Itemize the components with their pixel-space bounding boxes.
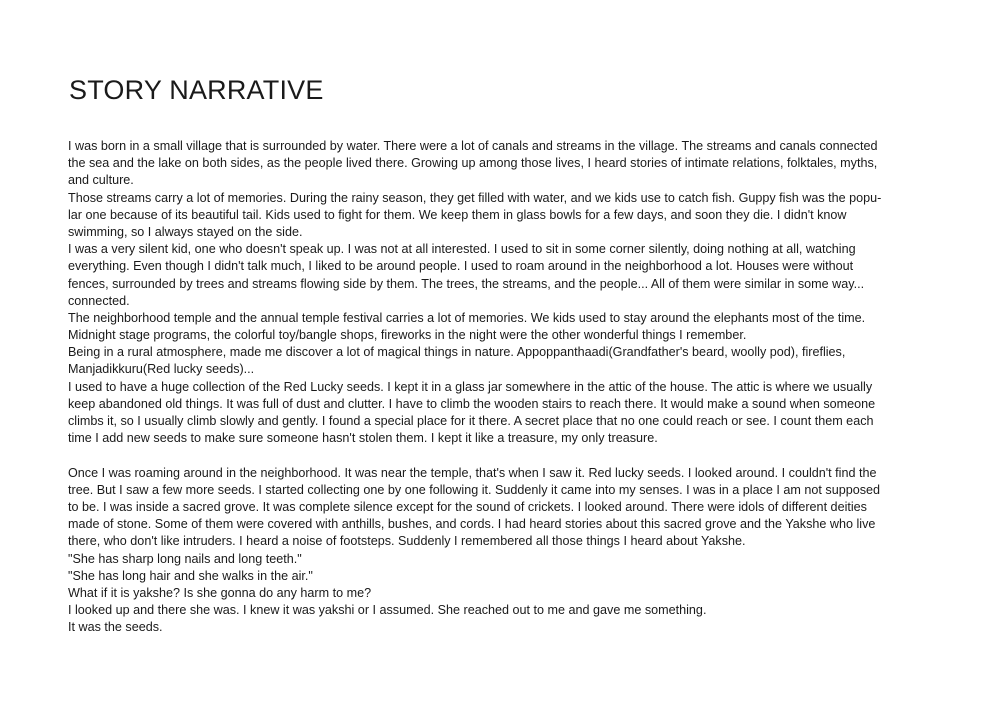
story-paragraph (68, 465, 936, 551)
paragraph-line: I used to have a huge collection of the Red Lucky seeds. I kept it in a glass jar somewhere in the attic of the house. The attic is where we usually (68, 379, 873, 394)
paragraph-line: connected. (68, 293, 130, 308)
paragraph-line: I looked up and there she was. I knew it was yakshi or I assumed. She reached out to me and gave me something. (68, 603, 707, 618)
paragraph-line: the sea and the lake on both sides, as the people lived there. Growing up among those lives, I heard stories of intimate relations, folktales, myths, (68, 156, 878, 171)
paragraph-line: Being in a rural atmosphere, made me discover a lot of magical things in nature. Appoppanthaadi(Grandfather's beard, woolly pod), fireflies, (68, 345, 846, 360)
paragraph-line: time I add new seeds to make sure someone hasn't stolen them. I kept it like a treasure, my only treasure. (68, 431, 658, 446)
paragraph-line: "She has long hair and she walks in the air." (68, 568, 313, 583)
paragraph-line: keep abandoned old things. It was full of dust and clutter. I have to climb the wooden stairs to reach there. It would make a sound when someone (68, 396, 876, 411)
story-paragraph (68, 551, 936, 568)
paragraph-line: everything. Even though I didn't talk much, I liked to be around people. I used to roam around in the neighborhood a lot. Houses were without (68, 259, 854, 274)
story-paragraph (68, 568, 936, 585)
paragraph-line: It was the seeds. (68, 620, 163, 635)
paragraph-line: The neighborhood temple and the annual temple festival carries a lot of memories. We kids used to stay around the elephants most of the time. (68, 310, 866, 325)
story-paragraph (68, 585, 936, 602)
paragraph-spacer (68, 447, 936, 464)
paragraph-line: What if it is yakshe? Is she gonna do any harm to me? (68, 585, 372, 600)
paragraph-line: lar one because of its beautiful tail. Kids used to fight for them. We keep them in glass bowls for a few days, and soon they die. I didn't know (68, 207, 847, 222)
paragraph-line: Once I was roaming around in the neighborhood. It was near the temple, that's when I saw it. Red lucky seeds. I looked around. I couldn't find the (68, 465, 877, 480)
paragraph-line: swimming, so I always stayed on the side. (68, 224, 303, 239)
paragraph-line: to be. I was inside a sacred grove. It was complete silence except for the sound of crickets. I looked around. There were idols of different deities (68, 499, 867, 514)
story-paragraph (68, 602, 936, 619)
story-paragraph (68, 344, 936, 378)
paragraph-line: there, who don't like intruders. I heard a noise of footsteps. Suddenly I remembered all those things I heard about Yakshe. (68, 534, 746, 549)
paragraph-line: Midnight stage programs, the colorful toy/bangle shops, fireworks in the night were the other wonderful things I remember. (68, 328, 747, 343)
paragraph-line: Those streams carry a lot of memories. During the rainy season, they get filled with water, and we kids use to catch fish. Guppy fish was the popu- (68, 190, 882, 205)
paragraph-line: Manjadikkuru(Red lucky seeds)... (68, 362, 255, 377)
paragraph-line: "She has sharp long nails and long teeth." (68, 551, 302, 566)
paragraph-line: tree. But I saw a few more seeds. I started collecting one by one following it. Suddenly it came into my senses. I was in a place I am not supposed (68, 482, 881, 497)
paragraph-line: climbs it, so I usually climb slowly and gently. I found a special place for it there. A secret place that no one could reach or see. I count them each (68, 414, 874, 428)
story-body (68, 138, 936, 636)
story-paragraph (68, 619, 936, 636)
story-paragraph (68, 310, 936, 344)
story-paragraph (68, 241, 936, 310)
paragraph-line: I was born in a small village that is surrounded by water. There were a lot of canals and streams in the village. The streams and canals connected (68, 139, 878, 153)
story-paragraph (68, 138, 936, 190)
paragraph-line: fences, surrounded by trees and streams flowing side by them. The trees, the streams, and the people... All of them were similar in some way... (68, 276, 865, 291)
paragraph-line: and culture. (68, 173, 134, 188)
paragraph-line: I was a very silent kid, one who doesn't speak up. I was not at all interested. I used to sit in some corner silently, doing nothing at all, watching (68, 242, 856, 257)
page-title: STORY NARRATIVE (69, 75, 324, 105)
story-paragraph (68, 190, 936, 242)
story-paragraph (68, 379, 936, 448)
paragraph-line: made of stone. Some of them were covered with anthills, bushes, and cords. I had heard stories about this sacred grove and the Yakshe who live (68, 517, 876, 532)
